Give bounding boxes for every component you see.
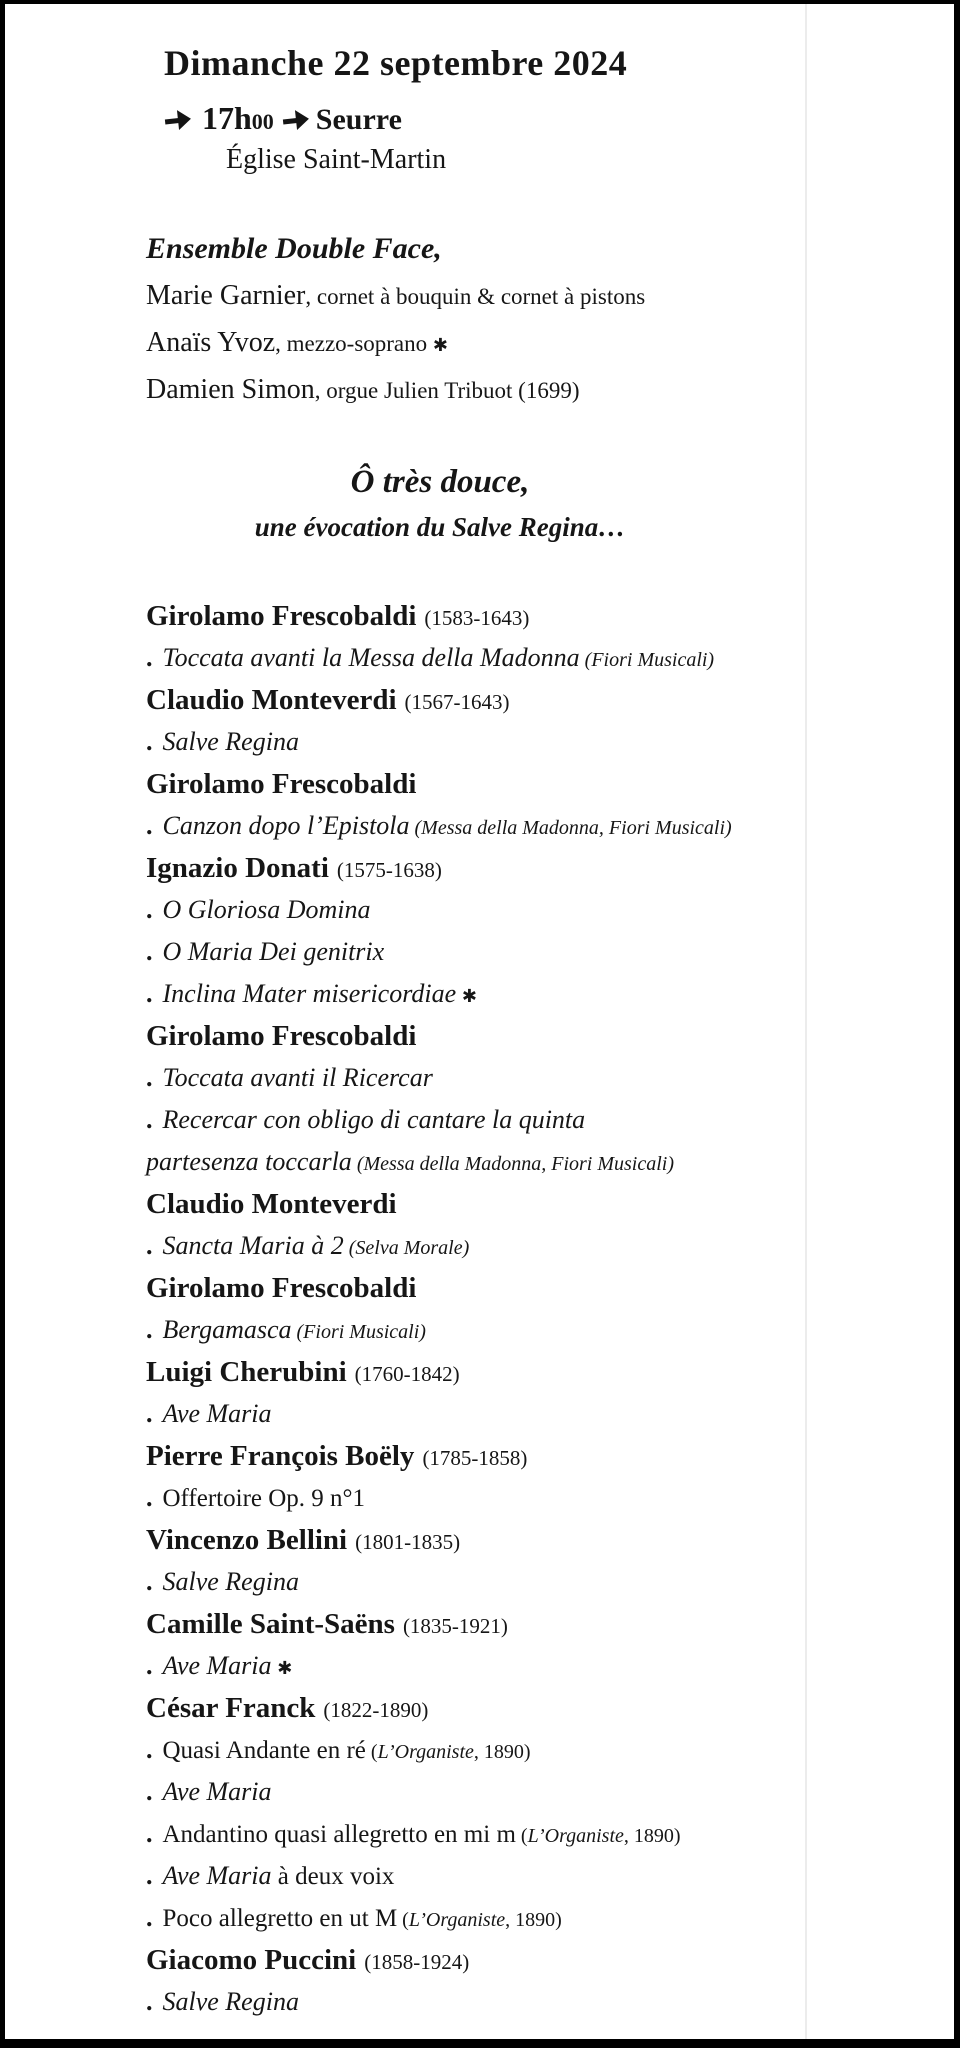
- composer-row: [146, 1267, 804, 1309]
- composer-dates: (1858-1924): [364, 1950, 470, 1974]
- piece-title-segment: , 1890): [473, 1741, 531, 1763]
- piece-title-segment: , 1890): [505, 1909, 562, 1931]
- bullet-dot: .: [146, 1315, 153, 1344]
- composer-name: Girolamo Frescobaldi: [146, 600, 417, 632]
- composer-name: Ignazio Donati: [146, 852, 329, 884]
- composer-name: Pierre François Boëly: [146, 1440, 415, 1472]
- bullet-dot: .: [146, 1399, 153, 1428]
- bullet-dot: .: [146, 1231, 153, 1260]
- concert-title-section: [146, 459, 804, 549]
- bullet-dot: .: [146, 643, 153, 672]
- bullet-dot: .: [146, 811, 153, 840]
- piece-row: [146, 1099, 804, 1141]
- piece-title-segment: Ave Maria: [162, 1777, 272, 1806]
- piece-row: [146, 931, 804, 973]
- piece-row: [146, 1561, 804, 1603]
- composer-name: Luigi Cherubini: [146, 1356, 347, 1388]
- performer-row: [146, 368, 804, 415]
- piece-title-segment: Salve Regina: [162, 727, 299, 756]
- piece-row: [146, 1225, 804, 1267]
- bullet-dot: .: [146, 979, 153, 1008]
- composer-name: César Franck: [146, 1692, 316, 1724]
- piece-title-segment: (: [365, 1741, 378, 1763]
- composer-row: [146, 1939, 804, 1981]
- asterisk-mark: ✱: [271, 1658, 293, 1679]
- piece-title-segment: L’Organiste: [377, 1741, 474, 1763]
- bullet-dot: .: [146, 1651, 153, 1680]
- piece-title-segment: L’Organiste: [408, 1909, 506, 1931]
- piece-title-segment: Andantino quasi allegretto en mi m: [162, 1821, 516, 1848]
- bullet-dot: .: [146, 727, 153, 756]
- piece-title-segment: (: [397, 1909, 409, 1931]
- concert-title: Ô très douce,: [350, 464, 530, 500]
- composer-dates: (1835-1921): [402, 1614, 508, 1638]
- bullet-dot: .: [146, 1987, 153, 2016]
- composer-dates: (1760-1842): [354, 1362, 460, 1386]
- composer-row: [146, 847, 804, 889]
- piece-title-segment: Offertoire Op. 9 n°1: [162, 1485, 366, 1512]
- piece-row: [146, 1477, 804, 1519]
- composer-row: [146, 1183, 804, 1225]
- piece-title-segment: Quasi Andante en ré: [162, 1737, 366, 1764]
- performer-role: , mezzo-soprano: [275, 331, 433, 356]
- composer-name: Vincenzo Bellini: [146, 1524, 348, 1556]
- ensemble-name: Ensemble Double Face,: [146, 232, 442, 265]
- performer-row: [146, 274, 804, 321]
- piece-row: [146, 1729, 804, 1771]
- piece-row: [146, 973, 804, 1015]
- piece-row-continuation: [146, 1141, 804, 1183]
- composer-name: Claudio Monteverdi: [146, 684, 397, 716]
- piece-title-segment: Toccata avanti la Messa della Madonna: [162, 643, 580, 672]
- piece-title-segment: O Gloriosa Domina: [162, 895, 371, 924]
- performer-name: Anaïs Yvoz: [146, 327, 276, 358]
- piece-row: [146, 805, 804, 847]
- composer-row: [146, 679, 804, 721]
- event-time: 17h: [202, 100, 252, 136]
- piece-title-segment: Ave Maria: [162, 1399, 272, 1428]
- bullet-dot: .: [146, 895, 153, 924]
- performer-role: , cornet à bouquin & cornet à pistons: [305, 284, 646, 309]
- page-content: [5, 4, 954, 2023]
- piece-title-segment: Toccata avanti il Ricercar: [162, 1063, 433, 1092]
- event-time-place: [164, 96, 804, 140]
- piece-title-segment: Poco allegretto en ut M: [162, 1905, 398, 1932]
- bullet-dot: .: [146, 1777, 153, 1806]
- composer-row: [146, 1351, 804, 1393]
- composer-row: [146, 1687, 804, 1729]
- piece-row: [146, 637, 804, 679]
- piece-row: [146, 1981, 804, 2023]
- bullet-dot: .: [146, 1735, 153, 1764]
- program-page: [5, 4, 954, 2039]
- composer-name: Girolamo Frescobaldi: [146, 1020, 417, 1052]
- piece-title-segment: Inclina Mater misericordiae: [162, 979, 457, 1008]
- bullet-dot: .: [146, 1567, 153, 1596]
- program-list: [146, 595, 804, 2023]
- asterisk-mark: ✱: [432, 335, 448, 356]
- composer-row: [146, 1435, 804, 1477]
- piece-title-segment: (Fiori Musicali): [291, 1321, 426, 1343]
- piece-row: [146, 1813, 804, 1855]
- composer-name: Girolamo Frescobaldi: [146, 1272, 417, 1304]
- right-arrow-icon: [163, 108, 195, 131]
- performers-section: [146, 232, 804, 415]
- piece-title-segment: à deux voix: [271, 1863, 395, 1890]
- asterisk-mark: ✱: [456, 986, 477, 1007]
- piece-title-segment: , 1890): [623, 1825, 681, 1847]
- bullet-dot: .: [146, 1105, 153, 1134]
- performer-name: Damien Simon: [146, 374, 315, 405]
- event-city: Seurre: [315, 103, 402, 136]
- piece-title-segment: Ave Maria: [162, 1861, 272, 1890]
- bullet-dot: .: [146, 1819, 153, 1848]
- composer-row: [146, 1603, 804, 1645]
- composer-dates: (1575-1638): [336, 858, 442, 882]
- event-date: Dimanche 22 septembre 2024: [164, 43, 628, 83]
- composer-name: Camille Saint-Saëns: [146, 1608, 395, 1640]
- piece-title-segment: Ave Maria: [162, 1651, 272, 1680]
- piece-row: [146, 1897, 804, 1939]
- right-arrow-icon: [281, 108, 313, 131]
- composer-name: Claudio Monteverdi: [146, 1188, 397, 1220]
- piece-title-segment: Salve Regina: [162, 1987, 299, 2016]
- piece-title-segment: Canzon dopo l’Epistola: [162, 811, 410, 840]
- performer-role: , orgue Julien Tribuot (1699): [314, 378, 580, 403]
- piece-row: [146, 889, 804, 931]
- event-header: [164, 42, 804, 176]
- piece-title-segment: (Fiori Musicali): [579, 649, 715, 671]
- event-venue: Église Saint-Martin: [226, 144, 447, 175]
- piece-row: [146, 1057, 804, 1099]
- piece-title-segment: L’Organiste: [527, 1825, 624, 1847]
- piece-row: [146, 1309, 804, 1351]
- piece-title-segment: (Messa della Madonna, Fiori Musicali): [409, 817, 732, 839]
- piece-title-segment: partesenza toccarla: [146, 1147, 352, 1176]
- piece-title-segment: (: [515, 1825, 528, 1847]
- piece-row: [146, 1855, 804, 1897]
- event-time-minutes: 00: [251, 109, 274, 134]
- piece-title-segment: Bergamasca: [162, 1315, 292, 1344]
- bullet-dot: .: [146, 1483, 153, 1512]
- piece-row: [146, 1393, 804, 1435]
- concert-subtitle: une évocation du Salve Regina…: [254, 512, 626, 542]
- composer-row: [146, 1015, 804, 1057]
- composer-row: [146, 763, 804, 805]
- piece-title-segment: O Maria Dei genitrix: [162, 937, 385, 966]
- composer-name: Girolamo Frescobaldi: [146, 768, 417, 800]
- bullet-dot: .: [146, 937, 153, 966]
- piece-row: [146, 721, 804, 763]
- piece-title-segment: (Selva Morale): [343, 1237, 470, 1259]
- composer-dates: (1801-1835): [355, 1530, 461, 1554]
- performer-name: Marie Garnier: [146, 280, 306, 311]
- piece-title-segment: (Messa della Madonna, Fiori Musicali): [351, 1153, 674, 1175]
- performer-row: [146, 321, 804, 368]
- piece-title-segment: Salve Regina: [162, 1567, 299, 1596]
- composer-dates: (1583-1643): [424, 606, 530, 630]
- bullet-dot: .: [146, 1861, 153, 1890]
- composer-dates: (1567-1643): [404, 690, 510, 714]
- composer-row: [146, 1519, 804, 1561]
- composer-dates: (1785-1858): [422, 1446, 528, 1470]
- piece-row: [146, 1645, 804, 1687]
- composer-name: Giacomo Puccini: [146, 1944, 357, 1976]
- composer-row: [146, 595, 804, 637]
- bullet-dot: .: [146, 1063, 153, 1092]
- piece-row: [146, 1771, 804, 1813]
- piece-title-segment: Sancta Maria à 2: [162, 1231, 344, 1260]
- bullet-dot: .: [146, 1903, 153, 1932]
- composer-dates: (1822-1890): [323, 1698, 429, 1722]
- piece-title-segment: Recercar con obligo di cantare la quinta: [162, 1105, 586, 1134]
